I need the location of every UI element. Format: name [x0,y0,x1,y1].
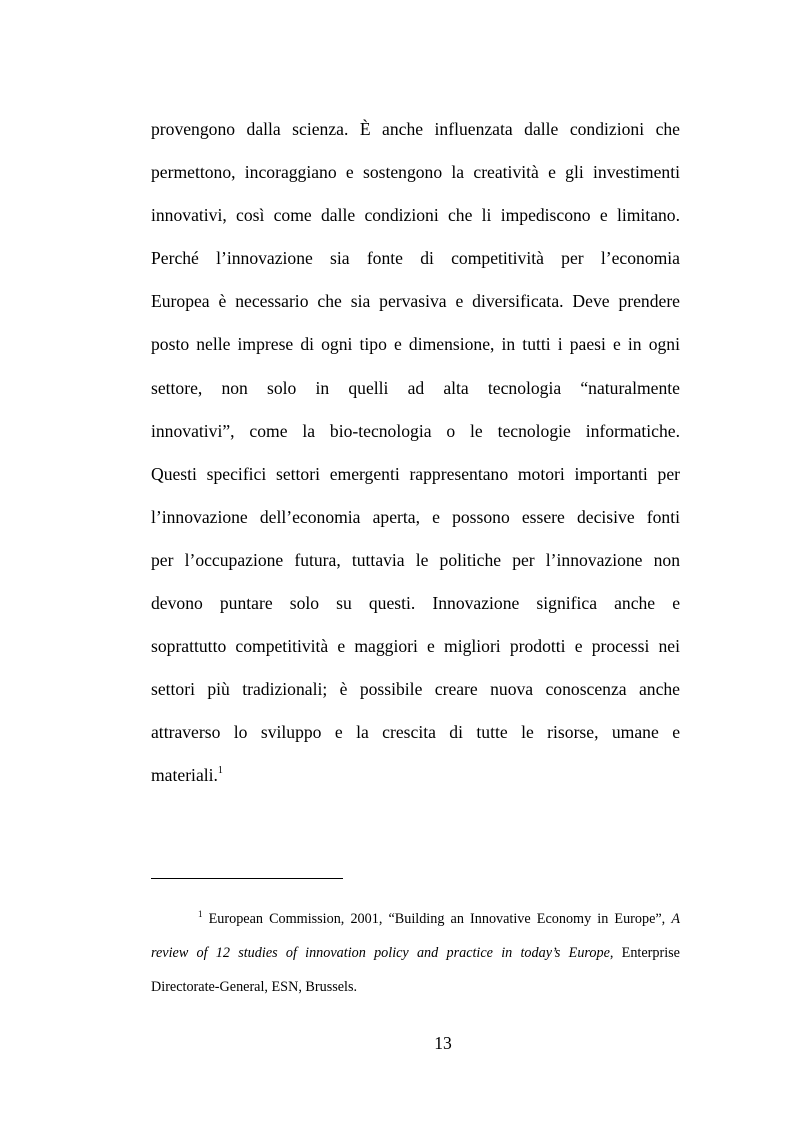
footnote [151,902,680,1004]
paragraph-line: per l’occupazione futura, tuttavia le politiche per l’innovazione non [151,549,680,570]
paragraph-line: soprattutto competitività e maggiori e migliori prodotti e processi nei [151,636,680,657]
paragraph-line: innovativi”, come la bio-tecnologia o le tecnologie informatiche. [151,420,680,441]
footnote-marker: 1 [198,909,203,919]
paragraph-line: permettono, incoraggiano e sostengono la creatività e gli investimenti [151,162,680,183]
footnote-line [151,936,680,970]
footnote-separator [151,878,343,879]
paragraph-line: settore, non solo in quelli ad alta tecnologia “naturalmente [151,377,680,398]
paragraph-line: Questi specifici settori emergenti rappresentano motori importanti per [151,463,680,484]
paragraph-line: settori più tradizionali; è possibile creare nuova conoscenza anche [151,679,680,700]
page-number: 13 [434,1033,452,1053]
paragraph-line: innovativi, così come dalle condizioni che li impediscono e limitano. [151,205,680,226]
paragraph-line: Perché l’innovazione sia fonte di competitività per l’economia [151,248,680,269]
paragraph-line: Europea è necessario che sia pervasiva e diversificata. Deve prendere [151,291,680,312]
paragraph-line: devono puntare solo su questi. Innovazione significa anche e [151,593,680,614]
footnote-title: review of 12 studies of innovation policy and practice in today’s Europe [151,945,610,961]
footnote-reference[interactable]: 1 [217,765,223,777]
footnote-line [151,902,680,936]
paragraph-line: l’innovazione dell’economia aperta, e possono essere decisive fonti [151,506,680,527]
paragraph-line: provengono dalla scienza. È anche influenzata dalle condizioni che [151,119,680,139]
footnote-citation-text: European Commission, 2001, “Building an Innovative Economy in Europe”, [208,911,666,927]
paragraph-line: posto nelle imprese di ogni tipo e dimensione, in tutti i paesi e in ogni [151,334,680,355]
footnote-publisher: , Enterprise [609,945,680,961]
paragraph-last-line [151,754,680,797]
footnote-title-start: A [671,911,681,927]
main-paragraph [151,108,680,798]
paragraph-line-text: materiali. [151,765,218,786]
footnote-line: Directorate-General, ESN, Brussels. [151,979,358,995]
paragraph-line: attraverso lo sviluppo e la crescita di tutte le risorse, umane e [151,722,680,743]
